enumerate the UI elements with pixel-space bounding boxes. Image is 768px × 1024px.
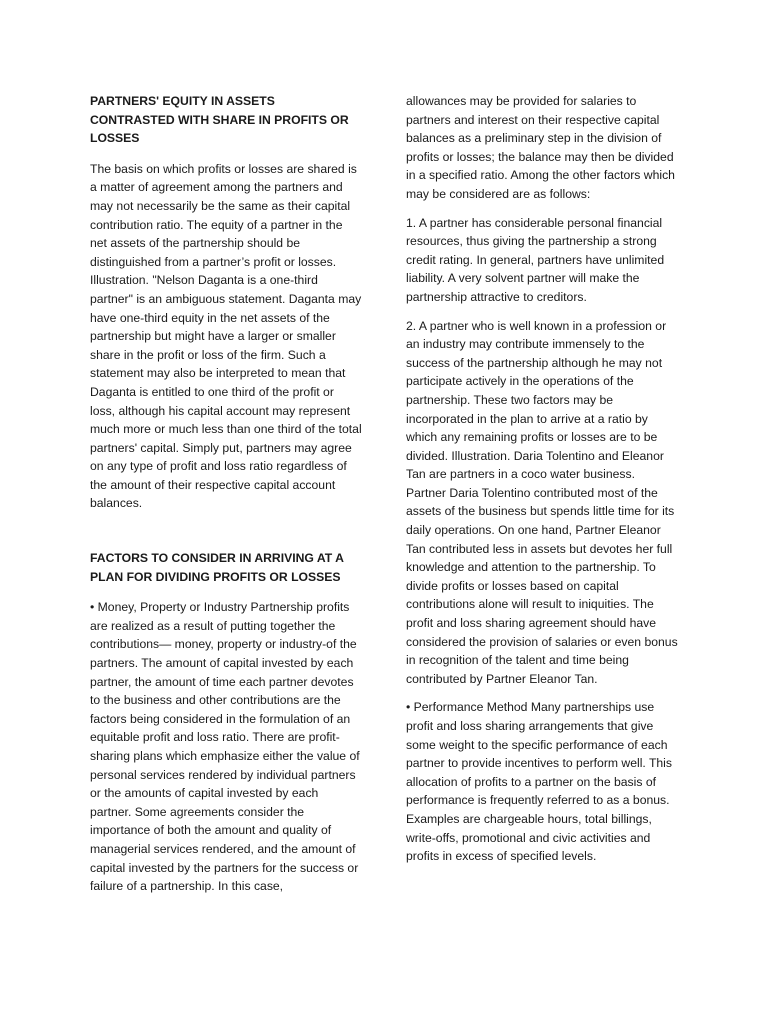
- section-heading-factors: FACTORS TO CONSIDER IN ARRIVING AT A PLAN FOR DIVIDING PROFITS OR LOSSES: [90, 551, 344, 584]
- paragraph-factor-1: 1. A partner has considerable personal financial resources, thus giving the partnership a strong credit rating. In general, partners have unlimited liability. A very solvent partner will make the partnership attractive to creditors.: [406, 215, 665, 304]
- paragraph-money-property-industry: • Money, Property or Industry Partnership profits are realized as a result of putting together the contributions— money, property or industry-of the partners. The amount of capital invested by each partner, the amount of time each partner devotes to the business and other contributions are the factors being considered in the formulation of an equitable profit and loss ratio. There are profit-sharing plans which emphasize either the value of personal services rendered by individual partners or the amounts of capital invested by each partner. Some agreements consider the importance of both the amount and quality of managerial services rendered, and the amount of capital invested by the partners for the success or failure of a partnership. In this case,: [90, 600, 360, 894]
- section-spacer: [90, 523, 362, 549]
- section-heading-partners-equity: PARTNERS' EQUITY IN ASSETS CONTRASTED WITH SHARE IN PROFITS OR LOSSES: [90, 94, 349, 146]
- right-column: [406, 92, 678, 876]
- paragraph-performance-method: • Performance Method Many partnerships use profit and loss sharing arrangements that give some weight to the specific performance of each partner to provide incentives to perform well. This allocation of profits to a partner on the basis of performance is frequently referred to as a bonus. Examples are chargeable hours, total billings, write-offs, promotional and civic activities and profits in excess of specified levels.: [406, 700, 672, 864]
- left-column: [90, 92, 362, 906]
- paragraph-factor-2: 2. A partner who is well known in a profession or an industry may contribute immensely to the success of the partnership although he may not participate actively in the operations of the partnership. These two factors may be incorporated in the plan to arrive at a ratio by which any remaining profits or losses are to be divided. Illustration. Daria Tolentino and Eleanor Tan are partners in a coco water business. Partner Daria Tolentino contributed most of the assets of the business but spends little time for its daily operations. On one hand, Partner Eleanor Tan contributed less in assets but devotes her full knowledge and attention to the partnership. To divide profits or losses based on capital contributions alone will result to iniquities. The profit and loss sharing agreement should have considered the provision of salaries or even bonus in recognition of the talent and time being contributed by Partner Eleanor Tan.: [406, 318, 678, 686]
- paragraph-equity-basis: The basis on which profits or losses are shared is a matter of agreement among the partners and may not necessarily be the same as their capital contribution ratio. The equity of a partner in the net assets of the partnership should be distinguished from a partner’s profit or losses. Illustration. "Nelson Daganta is a one-third partner" is an ambiguous statement. Daganta may have one-third equity in the net assets of the partnership but might have a larger or smaller share in the profit or loss of the firm. Such a statement may also be interpreted to mean that Daganta is entitled to one third of the profit or loss, although his capital account may represent much more or much less than one third of the total partners' capital. Simply put, partners may agree on any type of profit and loss ratio regardless of the amount of their respective capital account balances.: [90, 161, 362, 511]
- paragraph-allowances: allowances may be provided for salaries to partners and interest on their respective capital balances as a preliminary step in the division of profits or losses; the balance may then be divided in a specified ratio. Among the other factors which may be considered are as follows:: [406, 94, 675, 201]
